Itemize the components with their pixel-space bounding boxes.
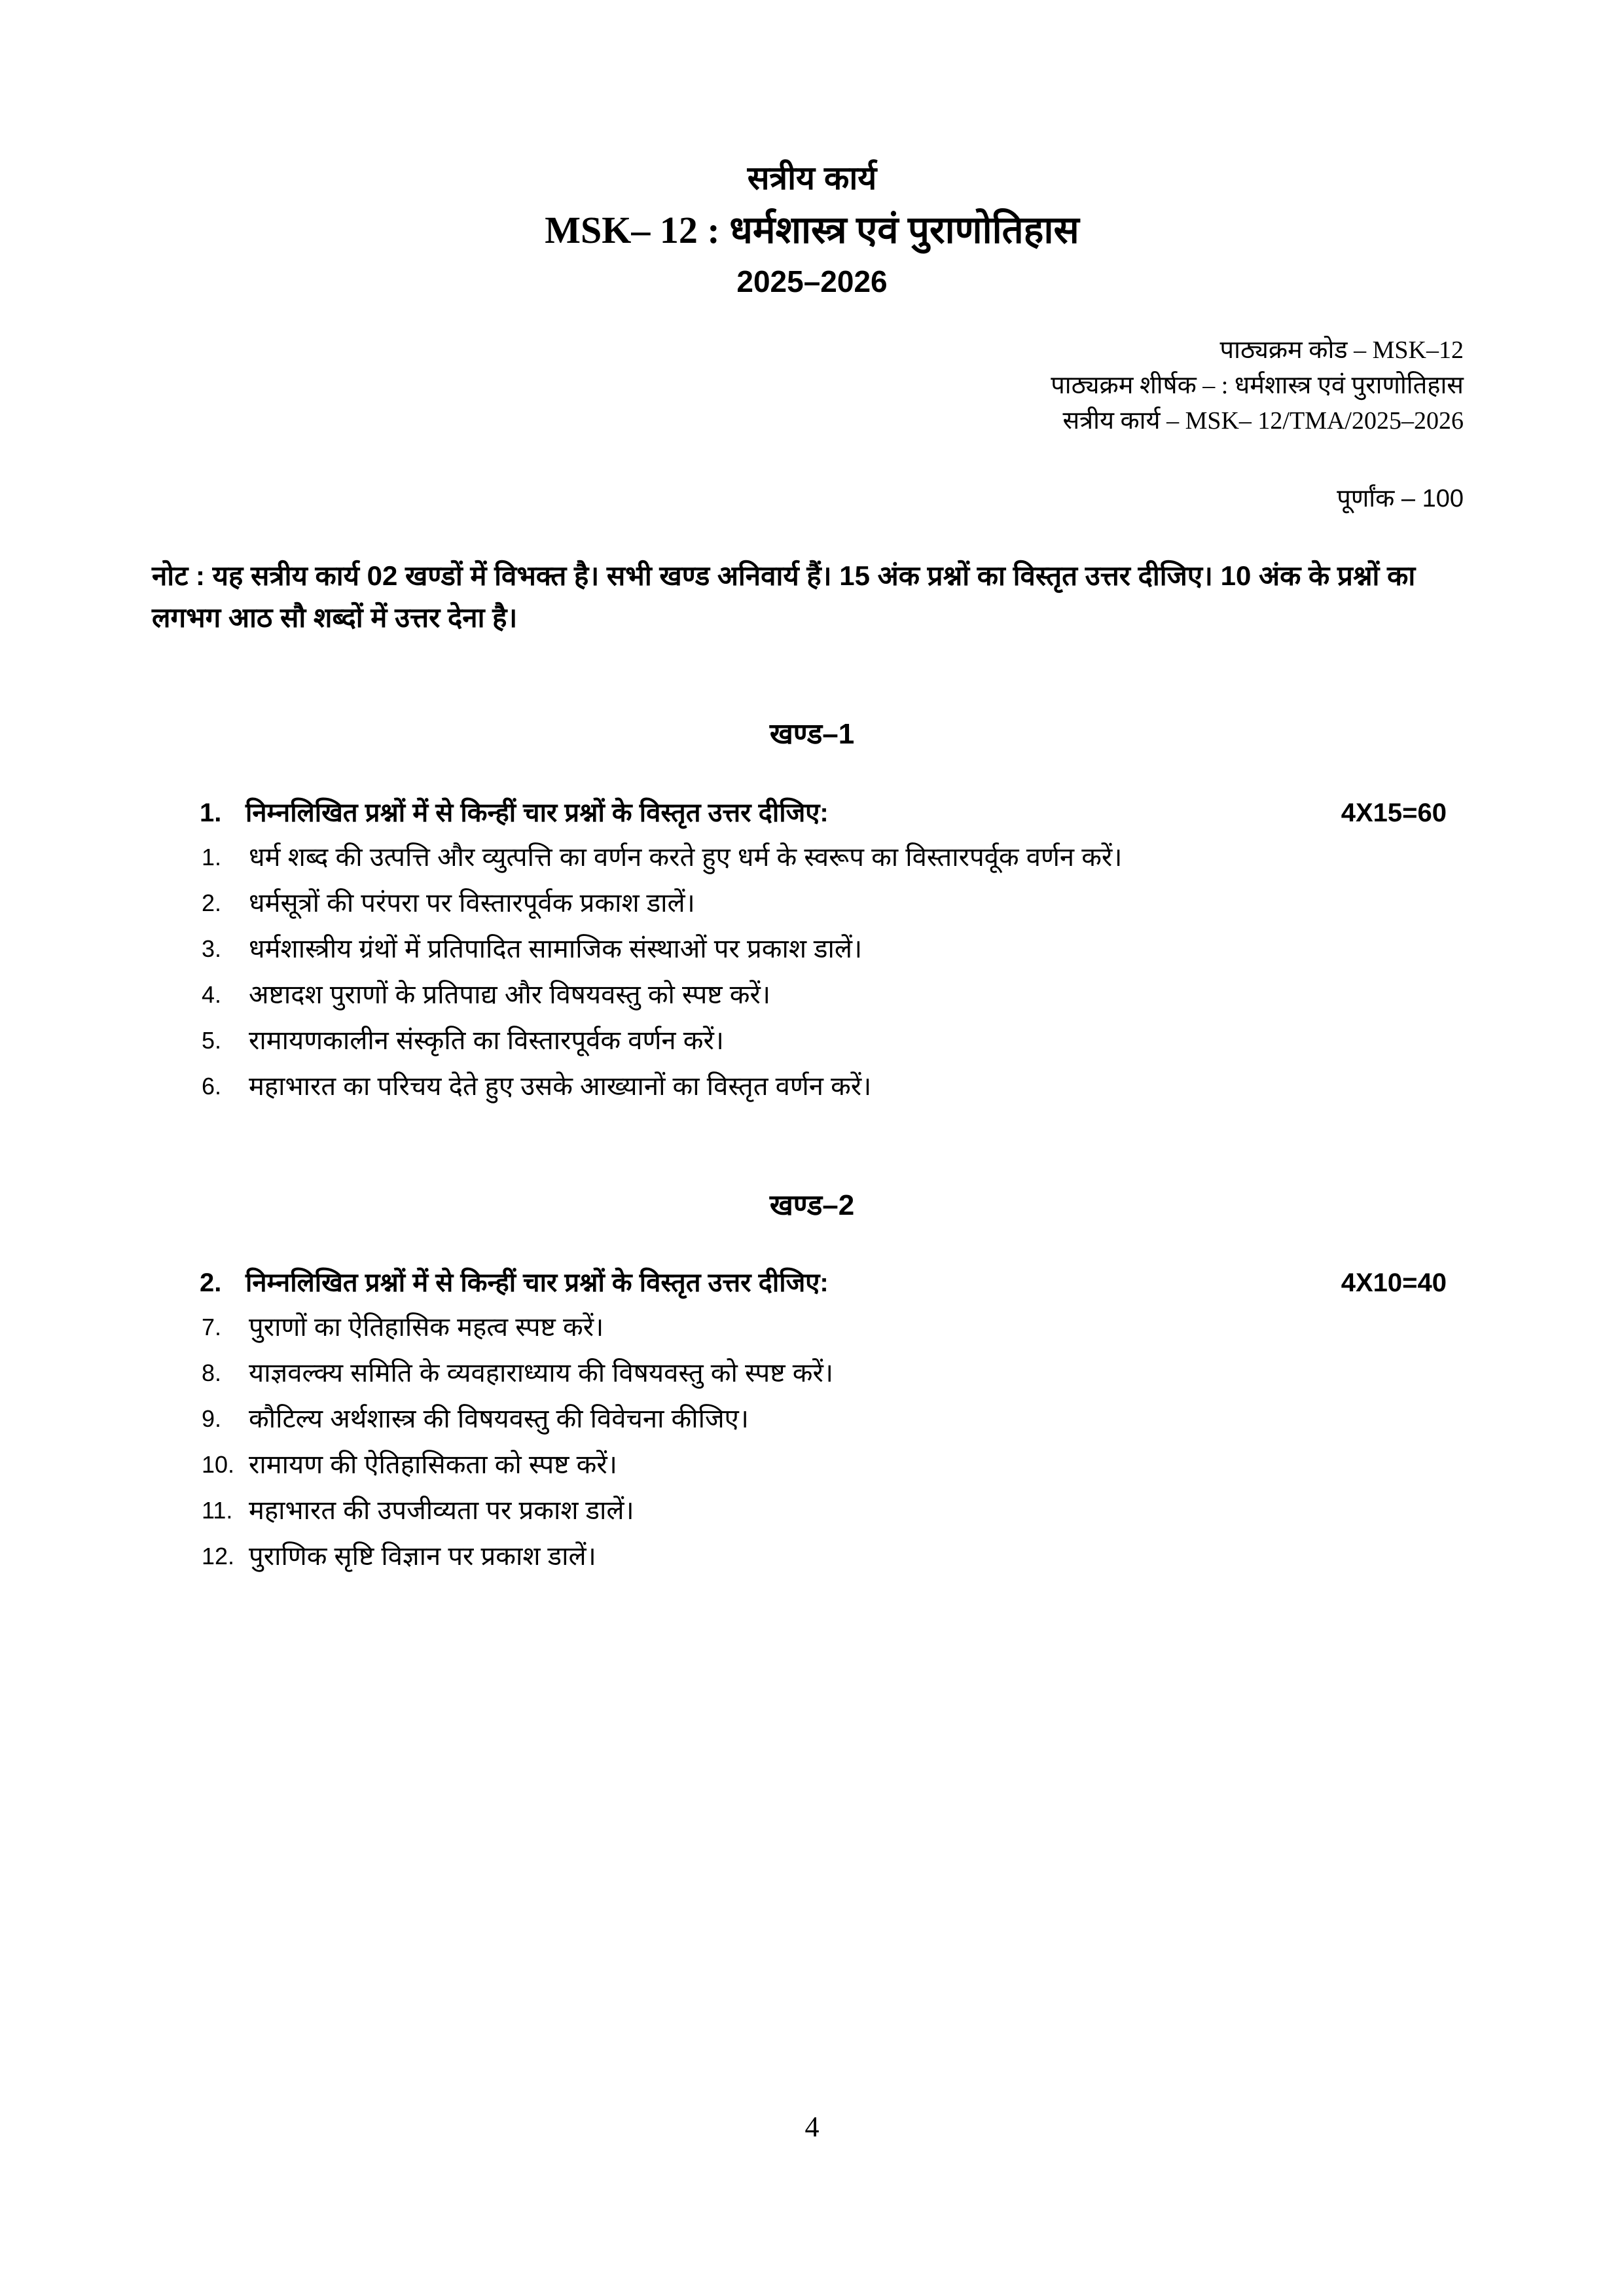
question-number: 10. xyxy=(202,1451,235,1478)
page-number: 4 xyxy=(804,2111,820,2143)
question-number: 6. xyxy=(202,1073,222,1100)
section-2-questions xyxy=(202,1304,1478,1579)
question-text: धर्मसूत्रों की परंपरा पर विस्तारपूर्वक प्रकाश डालें। xyxy=(249,889,695,918)
question-number: 5. xyxy=(202,1027,222,1054)
question-text: अष्टादश पुराणों के प्रतिपाद्य और विषयवस्तु को स्पष्ट करें। xyxy=(249,980,771,1009)
question-item xyxy=(202,1350,1478,1396)
question-item xyxy=(202,1534,1478,1579)
question-item xyxy=(202,1018,1478,1064)
section-1-instruction xyxy=(200,793,1447,833)
question-item xyxy=(202,926,1478,972)
question-text: धर्म शब्द की उत्पत्ति और व्युत्पत्ति का वर्णन करते हुए धर्म के स्वरूप का विस्तारपर्वूक वर्णन करें। xyxy=(249,843,1123,872)
question-text: महाभारत का परिचय देते हुए उसके आख्यानों का विस्तृत वर्णन करें। xyxy=(249,1072,872,1101)
instruction-number: 1. xyxy=(200,798,222,827)
instruction-label: निम्नलिखित प्रश्नों में से किन्हीं चार प्रश्नों के विस्तृत उत्तर दीजिए: xyxy=(245,1268,829,1297)
question-item xyxy=(202,1488,1478,1534)
question-text: पुराणों का ऐतिहासिक महत्व स्पष्ट करें। xyxy=(249,1313,604,1342)
instructions-note: नोट : यह सत्रीय कार्य 02 खण्डों में विभक्त है। सभी खण्ड अनिवार्य हैं। 15 अंक प्रश्नों का विस्तृत उत्तर दीजिए। 10 अंक के प्रश्नों का लगभग आठ सौ शब्दों में उत्तर देना है। xyxy=(152,560,1416,633)
section-heading-1: खण्ड–1 xyxy=(769,718,855,750)
question-text: रामायण की ऐतिहासिकता को स्पष्ट करें। xyxy=(249,1450,617,1479)
course-info xyxy=(1051,332,1464,439)
question-item xyxy=(202,1396,1478,1442)
question-number: 1. xyxy=(202,844,222,870)
question-text: रामायणकालीन संस्कृति का विस्तारपूर्वक वर्णन करें। xyxy=(249,1026,724,1055)
question-text: धर्मशास्त्रीय ग्रंथों में प्रतिपादित सामाजिक संस्थाओं पर प्रकाश डालें। xyxy=(249,935,863,963)
question-item xyxy=(202,972,1478,1018)
assignment-code: सत्रीय कार्य – MSK– 12/TMA/2025–2026 xyxy=(1062,407,1464,435)
question-text: कौटिल्य अर्थशास्त्र की विषयवस्तु की विवेचना कीजिए। xyxy=(249,1405,749,1433)
instruction-number: 2. xyxy=(200,1268,222,1297)
question-text: महाभारत की उपजीव्यता पर प्रकाश डालें। xyxy=(249,1496,634,1525)
question-item xyxy=(202,880,1478,926)
question-number: 8. xyxy=(202,1359,222,1386)
section-heading-2: खण्ड–2 xyxy=(769,1189,855,1221)
title-block xyxy=(0,152,1624,306)
question-number: 7. xyxy=(202,1314,222,1340)
question-number: 9. xyxy=(202,1405,222,1432)
section-marks: 4X15=60 xyxy=(1341,798,1447,827)
question-item xyxy=(202,1304,1478,1350)
question-number: 4. xyxy=(202,981,222,1008)
assignment-heading: सत्रीय कार्य xyxy=(747,160,877,196)
question-item xyxy=(202,1442,1478,1488)
question-number: 12. xyxy=(202,1543,235,1570)
section-2-instruction xyxy=(200,1263,1447,1302)
course-title-line: पाठ्यक्रम शीर्षक – : धर्मशास्त्र एवं पुराणोतिहास xyxy=(1051,372,1464,399)
academic-year: 2025–2026 xyxy=(736,264,888,298)
full-marks: पूर्णांक – 100 xyxy=(1337,485,1464,512)
instruction-text xyxy=(200,793,829,833)
course-code: पाठ्यक्रम कोड – MSK–12 xyxy=(1219,336,1464,364)
question-text: पुराणिक सृष्टि विज्ञान पर प्रकाश डालें। xyxy=(249,1542,596,1571)
course-title: MSK– 12 : धर्मशास्त्र एवं पुराणोतिहास xyxy=(545,209,1079,251)
question-text: याज्ञवल्क्य समिति के व्यवहाराध्याय की विषयवस्तु को स्पष्ट करें। xyxy=(249,1359,833,1388)
question-number: 3. xyxy=(202,935,222,962)
instruction-label: निम्नलिखित प्रश्नों में से किन्हीं चार प्रश्नों के विस्तृत उत्तर दीजिए: xyxy=(245,798,829,827)
section-1-questions xyxy=(202,834,1478,1109)
question-item xyxy=(202,1064,1478,1109)
section-marks: 4X10=40 xyxy=(1341,1268,1447,1297)
question-number: 2. xyxy=(202,889,222,916)
question-item xyxy=(202,834,1478,880)
instruction-text xyxy=(200,1263,829,1302)
question-number: 11. xyxy=(202,1497,233,1524)
